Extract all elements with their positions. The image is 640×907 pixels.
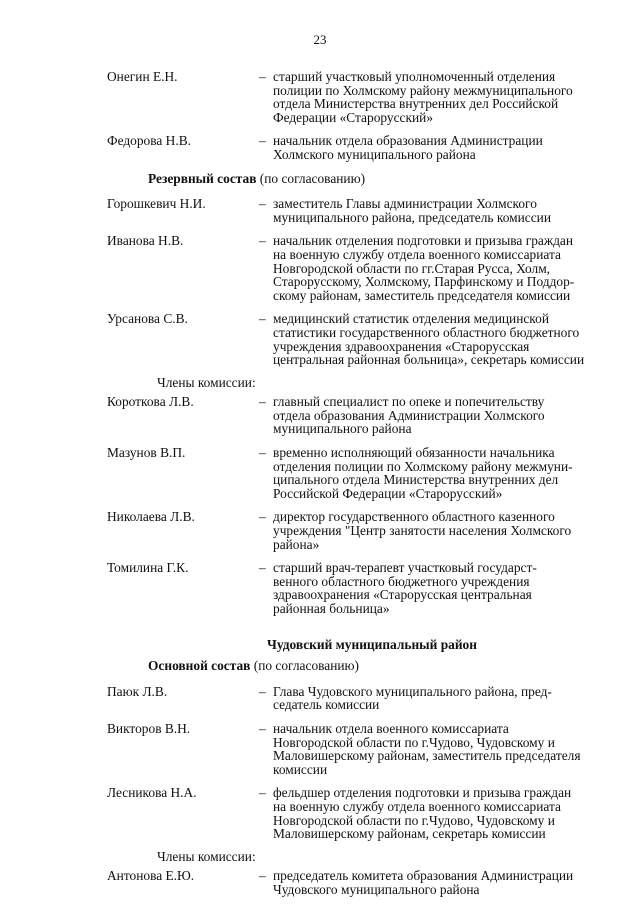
role-line: районная больница» [273, 601, 390, 616]
role-line: заместитель Главы администрации Холмского [273, 196, 537, 212]
member-role [273, 786, 611, 840]
dash-separator: – [259, 560, 266, 576]
member-role [273, 395, 611, 436]
role-line: на военную службу отдела военного комиссариата [273, 246, 561, 262]
role-line: центральная районная больница», секретарь комиссии [273, 352, 585, 368]
role-line: здравоохранения «Старорусская центральная [273, 587, 532, 603]
member-name: Иванова Н.В. [107, 233, 184, 249]
member-entry [107, 510, 617, 551]
role-line: учреждения "Центр занятости населения Холмского [273, 523, 572, 539]
role-line: ципального отдела Министерства внутренних дел [273, 472, 559, 488]
member-name: Короткова Л.В. [107, 394, 194, 410]
dash-separator: – [259, 311, 266, 327]
role-line: отделения полиции по Холмскому району межмуни- [273, 458, 573, 474]
document-body [107, 70, 617, 907]
role-line: начальник отдела военного комиссариата [273, 720, 509, 736]
role-line: Российской Федерации «Старорусский» [273, 485, 503, 501]
block3 [107, 395, 617, 615]
role-line: председатель комитета образования Администрации [273, 868, 574, 884]
member-role [273, 561, 611, 615]
dash-separator: – [259, 394, 266, 410]
member-entry [107, 869, 617, 896]
member-name: Николаева Л.В. [107, 509, 195, 525]
member-name: Урсанова С.В. [107, 311, 188, 327]
role-line: отдела образования Администрации Холмского [273, 407, 545, 423]
role-line: седатель комиссии [273, 697, 380, 713]
dash-separator: – [259, 233, 266, 249]
role-line: Маловишерскому районам, заместитель председателя [273, 748, 581, 764]
member-role [273, 312, 611, 366]
member-role [273, 70, 611, 124]
member-entry [107, 134, 617, 161]
role-line: статистики государственного областного бюджетного [273, 324, 580, 340]
member-entry [107, 234, 617, 302]
member-role [273, 722, 611, 776]
member-entry [107, 312, 617, 366]
role-line: венного областного бюджетного учреждения [273, 573, 530, 589]
role-line: директор государственного областного казенного [273, 509, 555, 525]
member-entry [107, 70, 617, 124]
block1 [107, 70, 617, 162]
main-heading-note: (по согласованию) [250, 658, 360, 674]
member-role [273, 134, 611, 161]
block4 [107, 685, 617, 841]
role-line: Глава Чудовского муниципального района, пред- [273, 683, 552, 699]
role-line: муниципального района [273, 421, 412, 437]
role-line: временно исполняющий обязанности начальника [273, 445, 555, 461]
dash-separator: – [259, 868, 266, 884]
page-number: 23 [313, 32, 327, 47]
role-line: начальник отделения подготовки и призыва граждан [273, 233, 574, 249]
role-line: фельдшер отделения подготовки и призыва граждан [273, 785, 572, 801]
role-line: старший участковый уполномоченный отделения [273, 69, 556, 84]
member-role [273, 446, 611, 500]
role-line: полиции по Холмскому району межмуниципального [273, 82, 573, 98]
reserve-heading-note: (по согласованию) [256, 170, 366, 186]
member-role [273, 234, 611, 302]
main-heading-bold: Основной состав [148, 658, 251, 674]
member-role [273, 685, 611, 712]
member-name: Онегин Е.Н. [107, 69, 178, 84]
role-line: Новгородской области по г.Чудово, Чудовскому и [273, 734, 555, 750]
dash-separator: – [259, 683, 266, 699]
role-line: на военную службу отдела военного комиссариата [273, 798, 561, 814]
reserve-heading-bold: Резервный состав [148, 170, 257, 186]
role-line: Холмского муниципального района [273, 146, 476, 162]
role-line: медицинский статистик отделения медицинской [273, 311, 549, 327]
member-entry [107, 685, 617, 712]
role-line: Старорусскому, Холмскому, Парфинскому и Поддор- [273, 274, 575, 290]
member-name: Паюк Л.В. [107, 683, 168, 699]
member-name: Горошкевич Н.И. [107, 196, 206, 212]
block2 [107, 197, 617, 367]
block5 [107, 869, 617, 896]
role-line: Федерации «Старорусский» [273, 109, 434, 125]
member-name: Мазунов В.П. [107, 445, 186, 461]
role-line: начальник отдела образования Администрации [273, 133, 543, 149]
member-name: Викторов В.Н. [107, 720, 191, 736]
member-entry [107, 561, 617, 615]
member-name: Антонова Е.Ю. [107, 868, 195, 884]
dash-separator: – [259, 509, 266, 525]
member-name: Лесникова Н.А. [107, 785, 197, 801]
member-role [273, 510, 611, 551]
dash-separator: – [259, 69, 266, 84]
role-line: Маловишерскому районам, секретарь комиссии [273, 826, 546, 842]
members-label: Члены комиссии: [157, 374, 256, 390]
role-line: главный специалист по опеке и попечительству [273, 394, 545, 410]
member-name: Томилина Г.К. [107, 560, 189, 576]
role-line: учреждения здравоохранения «Старорусская [273, 338, 530, 354]
member-entry [107, 197, 617, 224]
member-entry [107, 722, 617, 776]
main-heading [148, 659, 617, 673]
member-entry [107, 395, 617, 436]
member-entry [107, 786, 617, 840]
reserve-heading [148, 172, 617, 186]
dash-separator: – [259, 133, 266, 149]
member-role [273, 869, 611, 896]
role-line: скому районам, заместитель председателя комиссии [273, 287, 571, 303]
member-name: Федорова Н.В. [107, 133, 191, 149]
role-line: муниципального района, председатель комиссии [273, 209, 551, 225]
district-heading: Чудовский муниципальный район [267, 636, 477, 652]
role-line: Новгородской области по г.Чудово, Чудовскому и [273, 812, 555, 828]
member-role [273, 197, 611, 224]
role-line: района» [273, 536, 320, 552]
member-entry [107, 446, 617, 500]
role-line: Чудовского муниципального района [273, 881, 480, 897]
role-line: Новгородской области по гг.Старая Русса, Холм, [273, 260, 551, 276]
role-line: старший врач-терапевт участковый государст- [273, 560, 537, 576]
members-label: Члены комиссии: [157, 848, 256, 864]
dash-separator: – [259, 785, 266, 801]
role-line: комиссии [273, 761, 328, 777]
dash-separator: – [259, 720, 266, 736]
dash-separator: – [259, 445, 266, 461]
dash-separator: – [259, 196, 266, 212]
role-line: отдела Министерства внутренних дел Российской [273, 96, 559, 112]
